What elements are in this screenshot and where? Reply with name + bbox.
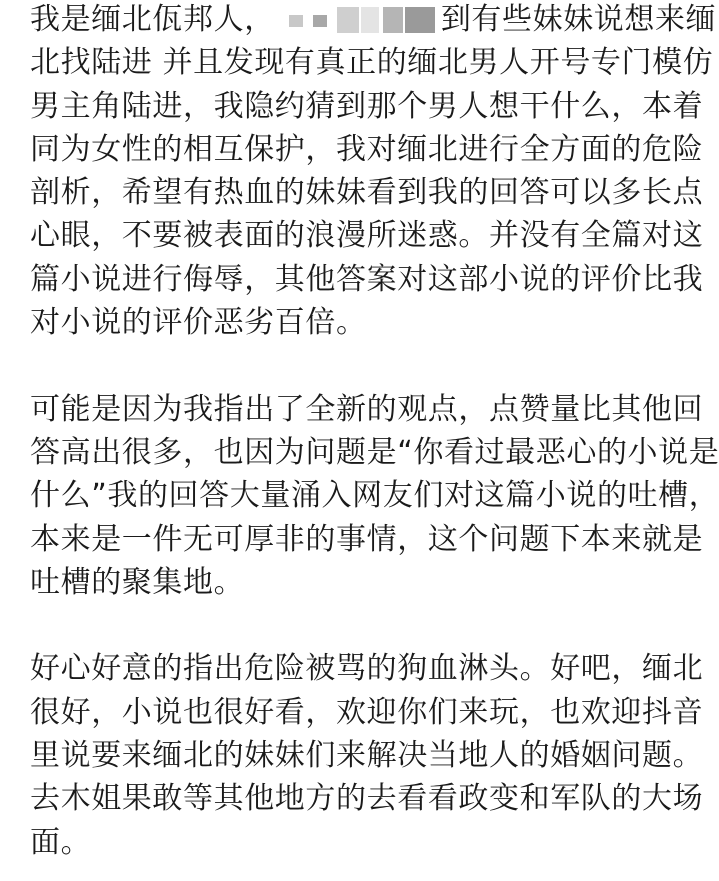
text-line: 答高出很多，也因为问题是“你看过最恶心的小说是 [30, 434, 719, 470]
paragraph-3 [30, 647, 704, 863]
text-line: 心眼，不要被表面的浪漫所迷惑。并没有全篇对这 [30, 218, 704, 254]
text-line: 男主角陆进，我隐约猜到那个男人想干什么，本着 [30, 88, 704, 124]
text-line: 吐槽的聚集地。 [30, 564, 245, 600]
redacted-mosaic [289, 7, 439, 33]
text-line: 去木姐果敢等其他地方的去看看政变和军队的大场 [30, 781, 704, 817]
paragraph-gap [30, 344, 660, 387]
text-line: 北找陆进 并且发现有真正的缅北男人开号专门模仿 [30, 45, 714, 81]
text-line: 对小说的评价恶劣百倍。 [30, 305, 367, 341]
text-fragment: 到有些妹妹说想来缅 [440, 2, 717, 37]
article-body [30, 0, 719, 864]
paragraph-2 [30, 388, 719, 604]
text-line: 什么”我的回答大量涌入网友们对这篇小说的吐槽， [30, 478, 719, 514]
text-line: 很好，小说也很好看，欢迎你们来玩，也欢迎抖音 [30, 694, 704, 730]
text-line: 好心好意的指出危险被骂的狗血淋头。好吧，缅北 [30, 651, 704, 687]
text-line [30, 0, 717, 41]
text-line: 面。 [30, 824, 92, 860]
paragraph-1 [30, 0, 717, 344]
text-line: 篇小说进行侮辱，其他答案对这部小说的评价比我 [30, 261, 704, 297]
text-line: 剖析，希望有热血的妹妹看到我的回答可以多长点 [30, 175, 704, 211]
text-line: 本来是一件无可厚非的事情，这个问题下本来就是 [30, 521, 704, 557]
paragraph-gap [30, 604, 660, 647]
text-fragment: 我是缅北佤邦人， [30, 2, 275, 37]
text-line: 同为女性的相互保护，我对缅北进行全方面的危险 [30, 131, 704, 167]
text-line: 里说要来缅北的妹妹们来解决当地人的婚姻问题。 [30, 738, 704, 774]
text-line: 可能是因为我指出了全新的观点，点赞量比其他回 [30, 391, 704, 427]
